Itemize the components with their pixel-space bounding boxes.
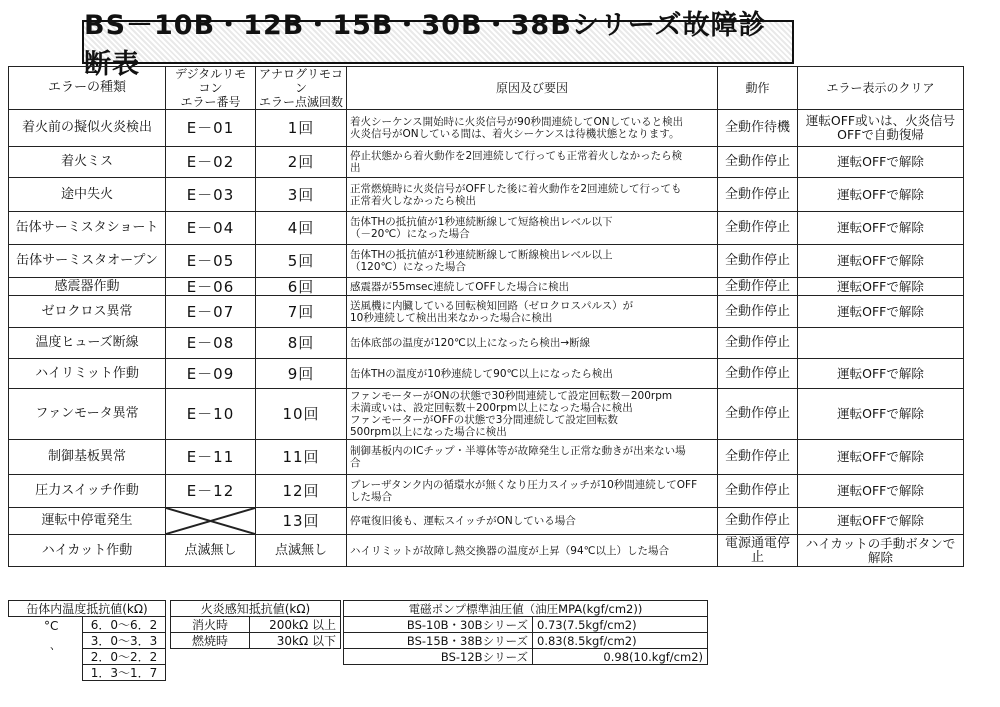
pump-value: 0.83(8.5kgf/cm2) [533, 633, 708, 649]
cause-cell: ファンモーターがONの状態で30秒間連続して設定回転数－200rpm 未満或いは、設定回転数＋200rpm以上になった場合に検出 ファンモーターがOFFの状態で3分間連続して設定回転数 500rpm以上になった場合に検出 [347, 389, 718, 440]
error-type-cell: 着火前の擬似火炎検出 [9, 110, 166, 147]
flame-value: 30kΩ 以下 [250, 633, 341, 649]
clear-cell: 運転OFFで解除 [798, 440, 964, 475]
cause-cell: ハイリミットが故障し熱交換器の温度が上昇（94℃以上）した場合 [347, 535, 718, 567]
table-row [9, 440, 964, 475]
error-code-cell: E－10 [166, 389, 256, 440]
action-cell: 全動作停止 [718, 278, 798, 296]
error-code-cell: E－11 [166, 440, 256, 475]
blink-count-cell: 10回 [256, 389, 347, 440]
stray-mark: ､ [50, 638, 57, 652]
table-row [9, 245, 964, 278]
table-row [9, 110, 964, 147]
clear-cell: 運転OFFで解除 [798, 475, 964, 508]
error-code-cell: E－02 [166, 147, 256, 178]
clear-cell: 運転OFFで解除 [798, 178, 964, 212]
error-type-cell: 途中失火 [9, 178, 166, 212]
action-cell: 全動作停止 [718, 508, 798, 535]
table-row [9, 535, 964, 567]
blink-count-cell: 11回 [256, 440, 347, 475]
table-row [9, 278, 964, 296]
clear-cell: 運転OFFで解除 [798, 212, 964, 245]
error-type-cell: 制御基板異常 [9, 440, 166, 475]
blink-count-cell: 13回 [256, 508, 347, 535]
table-row [9, 328, 964, 359]
clear-cell: ハイカットの手動ボタンで解除 [798, 535, 964, 567]
header-analog-text: アナログリモコン エラー点滅回数 [259, 67, 344, 109]
error-code-cell: E－07 [166, 296, 256, 328]
blink-count-cell: 9回 [256, 359, 347, 389]
header-digital [166, 67, 256, 110]
thermistor-value: 6．0～6．2 [83, 617, 166, 633]
clear-cell: 運転OFF或いは、火炎信号 OFFで自動復帰 [798, 110, 964, 147]
table-row [9, 147, 964, 178]
error-type-cell: ゼロクロス異常 [9, 296, 166, 328]
blink-count-cell: 7回 [256, 296, 347, 328]
error-code-cell: E－06 [166, 278, 256, 296]
error-type-cell: 缶体サーミスタオープン [9, 245, 166, 278]
page-title: BS－10B・12B・15B・30B・38Bシリーズ故障診断表 [82, 20, 794, 64]
table-header-row [9, 67, 964, 110]
pump-label: BS-10B・30Bシリーズ [344, 617, 533, 633]
cause-cell: 缶体THの抵抗値が1秒連続断線して短絡検出レベル以下 （－20℃）になった場合 [347, 212, 718, 245]
fault-table [8, 66, 964, 567]
action-cell: 全動作停止 [718, 245, 798, 278]
cause-cell: 送風機に内臓している回転検知回路（ゼロクロスパルス）が 10秒連続して検出出来なかった場合に検出 [347, 296, 718, 328]
table-row [9, 475, 964, 508]
error-type-cell: 運転中停電発生 [9, 508, 166, 535]
error-type-cell: ファンモータ異常 [9, 389, 166, 440]
clear-cell: 運転OFFで解除 [798, 278, 964, 296]
pump-value: 0.73(7.5kgf/cm2) [533, 617, 708, 633]
error-type-cell: ハイリミット作動 [9, 359, 166, 389]
error-code-cell: E－12 [166, 475, 256, 508]
error-code-cell: E－03 [166, 178, 256, 212]
thermistor-table [8, 600, 166, 681]
error-type-cell: 圧力スイッチ作動 [9, 475, 166, 508]
thermistor-header: 缶体内温度抵抗値(kΩ) [9, 601, 166, 617]
clear-cell: 運転OFFで解除 [798, 245, 964, 278]
cause-cell: 停止状態から着火動作を2回連続して行っても正常着火しなかったら検 出 [347, 147, 718, 178]
thermistor-value: 1．3～1．7 [83, 665, 166, 681]
error-code-cell [166, 508, 256, 535]
blink-count-cell: 5回 [256, 245, 347, 278]
table-row [9, 178, 964, 212]
cause-cell: ブレーザタンク内の循環水が無くなり圧力スイッチが10秒間連続してOFF した場合 [347, 475, 718, 508]
action-cell: 電源通電停止 [718, 535, 798, 567]
header-action: 動作 [718, 67, 798, 110]
error-type-cell: 感震器作動 [9, 278, 166, 296]
thermistor-value: 3．0～3．3 [83, 633, 166, 649]
error-type-cell: ハイカット作動 [9, 535, 166, 567]
error-code-cell: E－09 [166, 359, 256, 389]
stray-mark: °C [44, 619, 59, 633]
cause-cell: 缶体THの抵抗値が1秒連続断線して断線検出レベル以上 （120℃）になった場合 [347, 245, 718, 278]
cause-cell: 缶体底部の温度が120℃以上になったら検出→断線 [347, 328, 718, 359]
error-type-cell: 缶体サーミスタショート [9, 212, 166, 245]
clear-cell: 運転OFFで解除 [798, 508, 964, 535]
error-code-cell: 点滅無し [166, 535, 256, 567]
action-cell: 全動作停止 [718, 212, 798, 245]
pump-label: BS-12Bシリーズ [344, 649, 533, 665]
action-cell: 全動作停止 [718, 440, 798, 475]
action-cell: 全動作停止 [718, 178, 798, 212]
clear-cell: 運転OFFで解除 [798, 389, 964, 440]
pump-value: 0.98(10.kgf/cm2) [533, 649, 708, 665]
header-digital-text: デジタルリモコン エラー番号 [174, 67, 247, 109]
error-type-cell: 着火ミス [9, 147, 166, 178]
error-type-cell: 温度ヒューズ断線 [9, 328, 166, 359]
cause-cell: 着火シーケンス開始時に火炎信号が90秒間連続してONしていると検出 火炎信号がONしている間は、着火シーケンスは待機状態となります。 [347, 110, 718, 147]
action-cell: 全動作停止 [718, 389, 798, 440]
cause-cell: 感震器が55msec連続してOFFした場合に検出 [347, 278, 718, 296]
clear-cell: 運転OFFで解除 [798, 147, 964, 178]
action-cell: 全動作停止 [718, 147, 798, 178]
table-row [9, 359, 964, 389]
clear-cell: 運転OFFで解除 [798, 296, 964, 328]
pump-header: 電磁ポンプ標準油圧値（油圧MPA(kgf/cm2)) [344, 601, 708, 617]
pump-label: BS-15B・38Bシリーズ [344, 633, 533, 649]
cause-cell: 制御基板内のICチップ・半導体等が故障発生し正常な動きが出来ない場 合 [347, 440, 718, 475]
table-row [9, 212, 964, 245]
cause-cell: 缶体THの温度が10秒連続して90℃以上になったら検出 [347, 359, 718, 389]
not-applicable-cross-icon [166, 508, 255, 534]
action-cell: 全動作停止 [718, 328, 798, 359]
error-code-cell: E－01 [166, 110, 256, 147]
blink-count-cell: 12回 [256, 475, 347, 508]
header-cause: 原因及び要因 [347, 67, 718, 110]
blink-count-cell: 点滅無し [256, 535, 347, 567]
blink-count-cell: 3回 [256, 178, 347, 212]
action-cell: 全動作待機 [718, 110, 798, 147]
table-row [9, 296, 964, 328]
flame-header: 火炎感知抵抗値(kΩ) [171, 601, 341, 617]
clear-cell [798, 328, 964, 359]
blink-count-cell: 1回 [256, 110, 347, 147]
error-code-cell: E－05 [166, 245, 256, 278]
cause-cell: 停電復旧後も、運転スイッチがONしている場合 [347, 508, 718, 535]
error-code-cell: E－08 [166, 328, 256, 359]
flame-table [170, 600, 341, 649]
header-analog [256, 67, 347, 110]
action-cell: 全動作停止 [718, 475, 798, 508]
table-row [9, 508, 964, 535]
blink-count-cell: 2回 [256, 147, 347, 178]
table-row [9, 389, 964, 440]
header-type: エラーの種類 [9, 67, 166, 110]
flame-label: 燃焼時 [171, 633, 250, 649]
blink-count-cell: 8回 [256, 328, 347, 359]
flame-value: 200kΩ 以上 [250, 617, 341, 633]
pump-table [343, 600, 708, 665]
error-code-cell: E－04 [166, 212, 256, 245]
action-cell: 全動作停止 [718, 296, 798, 328]
clear-cell: 運転OFFで解除 [798, 359, 964, 389]
flame-label: 消火時 [171, 617, 250, 633]
thermistor-value: 2．0～2．2 [83, 649, 166, 665]
blink-count-cell: 6回 [256, 278, 347, 296]
header-clear: エラー表示のクリア [798, 67, 964, 110]
blink-count-cell: 4回 [256, 212, 347, 245]
cause-cell: 正常燃焼時に火炎信号がOFFした後に着火動作を2回連続して行っても 正常着火しなかったら検出 [347, 178, 718, 212]
action-cell: 全動作停止 [718, 359, 798, 389]
